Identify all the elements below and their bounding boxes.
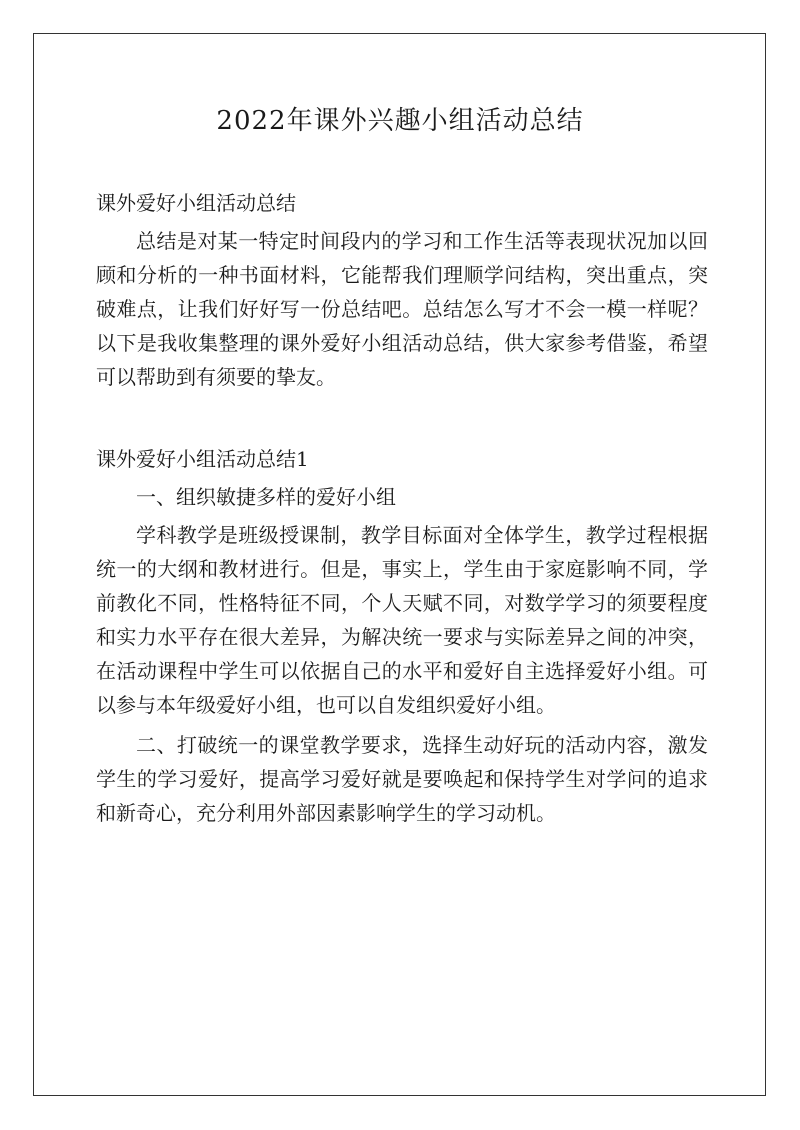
point1-paragraph: 学科教学是班级授课制，教学目标面对全体学生，教学过程根据统一的大纲和教材进行。但是，事实上，学生由于家庭影响不同，学前教化不同，性格特征不同，个人天赋不同，对数学学习的须要程度和实力水平存在很大差异，为解决统一要求与实际差异之间的冲突，在活动课程中学生可以依据自己的水平和爱好自主选择爱好小组。可以参与本年级爱好小组，也可以自发组织爱好小组。 bbox=[96, 523, 708, 717]
document-body bbox=[96, 186, 708, 830]
document-title: 2022年课外兴趣小组活动总结 bbox=[216, 106, 584, 136]
intro-heading: 课外爱好小组活动总结 bbox=[96, 191, 296, 215]
spacer bbox=[96, 394, 708, 442]
point2-paragraph: 二、打破统一的课堂教学要求，选择生动好玩的活动内容，激发学生的学习爱好，提高学习爱好就是要唤起和保持学生对学问的追求和新奇心，充分利用外部因素影响学生的学习动机。 bbox=[96, 733, 708, 825]
section1-heading: 课外爱好小组活动总结1 bbox=[96, 447, 309, 471]
intro-paragraph: 总结是对某一特定时间段内的学习和工作生活等表现状况加以回顾和分析的一种书面材料，它能帮我们理顺学问结构，突出重点，突破难点，让我们好好写一份总结吧。总结怎么写才不会一模一样呢？以下是我收集整理的课外爱好小组活动总结，供大家参考借鉴，希望可以帮助到有须要的挚友。 bbox=[96, 229, 708, 389]
point1-heading: 一、组织敏捷多样的爱好小组 bbox=[136, 485, 396, 509]
